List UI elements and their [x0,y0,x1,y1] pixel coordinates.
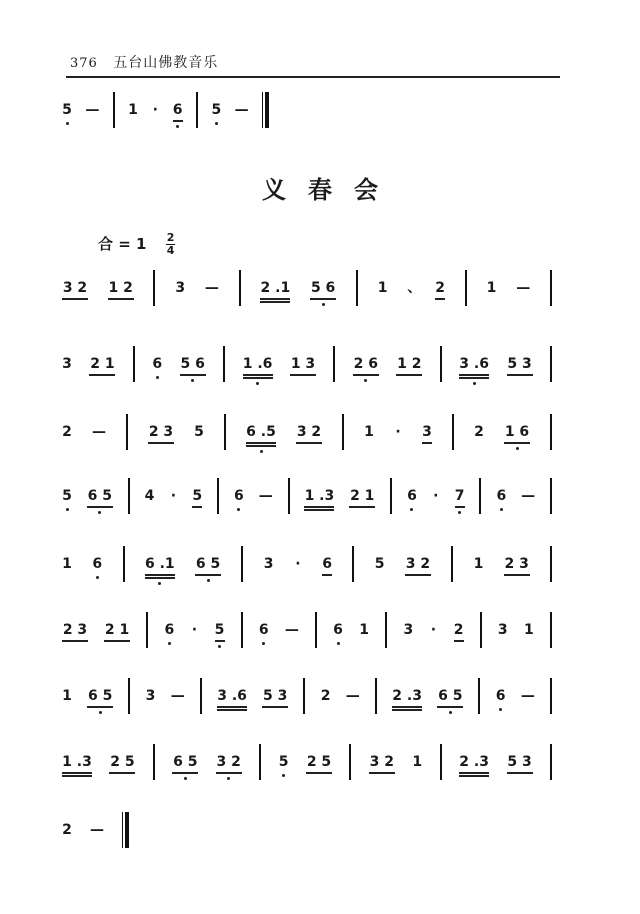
sustain-dash: — [234,102,249,118]
note-group: 6 .5 [246,424,276,440]
duration-underline [260,298,290,300]
duration-underline [246,442,276,444]
duration-underline [192,506,202,508]
note-group: 1 .3 [304,488,335,504]
duration-underline [87,706,113,708]
duration-underline [459,772,489,774]
note-group: · [433,488,439,504]
piece-title: 义春会 [262,175,400,204]
note-group: 5 [374,556,385,572]
staff-line [0,414,640,450]
bar-line [550,612,552,648]
note-group: 5 3 [263,688,288,704]
note-group: 3 [403,622,414,638]
bar-line [239,270,241,306]
note-group: 6 .1 [144,556,175,572]
low-octave-dot [158,582,161,585]
low-octave-dot [256,382,259,385]
continued-staff-line [0,92,640,128]
page-number: 376 [70,56,98,71]
note-group: 3 2 [369,754,395,770]
bar-line [550,478,552,514]
bar-line [224,414,226,450]
note-group: 2 6 [353,356,379,372]
duration-underline [405,574,431,576]
low-octave-dot [322,303,325,306]
note-group: 5 [62,488,72,504]
bar-line [342,414,344,450]
time-signature [166,232,176,257]
note-group: 1 6 [504,424,530,440]
note-group: 5 3 [507,356,532,372]
low-octave-dot [156,376,159,379]
low-octave-dot [96,576,99,579]
low-octave-dot [99,711,102,714]
note-group: 5 [192,488,203,504]
sustain-dash: — [516,280,531,296]
bar-line [550,414,552,450]
duration-underline [353,374,379,376]
staff-line [0,546,640,582]
low-octave-dot [215,122,218,125]
note-group: 3 2 [62,280,88,296]
bar-line [440,744,442,780]
note-group: 6 [164,622,175,638]
note-group: 2 .3 [392,688,422,704]
note-group: 1 [62,556,72,572]
low-octave-dot [449,711,452,714]
note-group: 2 [62,822,72,838]
duration-underline [310,298,336,300]
bar-line [303,678,305,714]
low-octave-dot [500,508,503,511]
header-rule [66,76,560,78]
bar-line [550,678,552,714]
meter-bottom: 4 [166,244,175,257]
note-group: 3 [62,356,72,372]
sustain-dash: — [92,424,106,440]
duration-underline [459,775,489,777]
note-group: 6 5 [195,556,221,572]
note-group: 3 2 [216,754,241,770]
bar-line [315,612,317,648]
note-group: · [191,622,198,638]
note-group: 2 [474,424,484,440]
note-group: 1 [486,280,497,296]
bar-line [133,346,135,382]
duration-underline [180,374,206,376]
sustain-dash: — [90,822,104,838]
note-group: · [295,556,301,572]
duration-underline [87,506,113,508]
note-group: 1 [412,754,423,770]
bar-line [390,478,392,514]
staff-line [0,612,640,648]
duration-underline [145,574,175,576]
bar-line [550,546,552,582]
note-group: 2 3 [504,556,529,572]
duration-underline [262,706,288,708]
duration-underline [260,301,290,303]
bar-line [128,678,130,714]
bar-line [128,478,130,514]
note-group: 1 [62,688,72,704]
bar-line [478,678,480,714]
note-group: 3 [497,622,508,638]
bar-line [352,546,354,582]
duration-underline [349,506,375,508]
bar-line [217,478,219,514]
note-group: 1 [128,102,138,118]
duration-underline [455,506,465,508]
bar-line [356,270,358,306]
bar-line [153,270,155,306]
duration-underline [304,506,334,508]
note-group: 6 [92,556,103,572]
duration-underline [62,772,92,774]
sustain-dash: — [284,622,299,638]
duration-underline [62,640,88,642]
note-group: 1 .3 [62,754,92,770]
note-group: 6 [234,488,244,504]
duration-underline [173,120,183,122]
bar-line [241,612,243,648]
note-group: 6 [496,488,507,504]
bar-line [480,612,482,648]
note-group: 1 [359,622,370,638]
duration-underline [104,640,130,642]
low-octave-dot [207,579,210,582]
note-group: 6 [407,488,417,504]
note-group: 5 [62,102,72,118]
note-group: 3 2 [405,556,431,572]
note-group: 1 3 [290,356,316,372]
duration-underline [145,577,175,579]
bar-line [241,546,243,582]
duration-underline [243,377,273,379]
duration-underline [296,442,322,444]
duration-underline [392,709,422,711]
duration-underline [89,374,115,376]
note-group: 3 [145,688,156,704]
duration-underline [435,298,445,300]
note-group: 5 6 [180,356,205,372]
duration-underline [507,374,533,376]
low-octave-dot [218,645,221,648]
note-group: 6 5 [173,754,198,770]
note-group: 3 [175,280,186,296]
note-group: 2 [453,622,464,638]
bar-line [479,478,481,514]
duration-underline [62,298,88,300]
duration-underline [392,706,422,708]
sustain-dash: — [258,488,273,504]
staff-line [0,270,640,306]
bar-line [223,346,225,382]
duration-underline [304,509,334,511]
low-octave-dot [168,642,171,645]
bar-line [440,346,442,382]
note-group: 5 [211,102,222,118]
note-group: · [152,102,158,118]
note-group: 2 .1 [260,280,291,296]
duration-underline [108,298,134,300]
note-group: 6 [258,622,269,638]
duration-underline [62,775,92,777]
duration-underline [215,640,225,642]
note-group: 2 [320,688,331,704]
staff-line [0,744,640,780]
meter-top: 2 [166,231,175,244]
note-group: 2 [435,280,445,296]
note-group: 2 1 [350,488,375,504]
duration-underline [396,374,422,376]
note-group: 1 2 [397,356,422,372]
sustain-dash: — [85,102,100,118]
note-group: 5 [194,424,204,440]
key-label: 合 = 1 [98,235,147,253]
staff-line [0,812,640,848]
note-group: 3 2 [296,424,322,440]
duration-underline [504,442,530,444]
duration-underline [172,772,198,774]
bar-line [146,612,148,648]
note-group: 2 3 [62,622,88,638]
final-barline-thin [262,92,263,128]
note-group: 2 [62,424,72,440]
note-group: 1 [473,556,484,572]
note-group: 6 5 [87,688,113,704]
note-group: · [170,488,177,504]
note-group: 2 5 [110,754,135,770]
duration-underline [195,574,221,576]
duration-underline [290,374,316,376]
bar-line [126,414,128,450]
bar-line [333,346,335,382]
low-octave-dot [516,447,519,450]
note-group: 2 1 [104,622,130,638]
staff-line [0,478,640,514]
duration-underline [504,574,530,576]
bar-line [196,92,198,128]
note-group: 3 .6 [217,688,247,704]
duration-underline [246,445,276,447]
duration-underline [422,442,432,444]
note-group: 2 5 [306,754,332,770]
note-group: 3 [263,556,274,572]
note-group: 6 [152,356,163,372]
sustain-dash: — [520,688,535,704]
duration-underline [369,772,395,774]
note-group: 3 .6 [459,356,489,372]
note-group: 1 2 [108,280,133,296]
duration-underline [306,772,332,774]
bar-line [452,414,454,450]
note-group: 5 6 [310,280,336,296]
sustain-dash: — [204,280,219,296]
final-barline-thick [125,812,129,848]
bar-line [288,478,290,514]
note-group: 6 5 [438,688,463,704]
low-octave-dot [260,450,263,453]
note-group: 5 [214,622,225,638]
bar-line [200,678,202,714]
note-group: 6 [322,556,332,572]
duration-underline [109,772,135,774]
duration-underline [437,706,463,708]
sustain-dash: — [521,488,536,504]
note-group: 4 [144,488,155,504]
duration-underline [216,772,242,774]
sustain-dash: — [170,688,185,704]
final-barline-thin [122,812,123,848]
bar-line [349,744,351,780]
duration-underline [459,374,489,376]
note-group: 2 .3 [459,754,489,770]
duration-underline [217,709,247,711]
bar-line [550,270,552,306]
note-group: 5 3 [507,754,532,770]
page-header [70,52,218,72]
bar-line [385,612,387,648]
staff-line [0,346,640,382]
note-group: 1 [377,280,388,296]
note-group: 2 3 [148,424,174,440]
low-octave-dot [184,777,187,780]
low-octave-dot [66,122,69,125]
note-group: 6 5 [87,488,112,504]
bar-line [550,744,552,780]
key-signature [98,232,175,257]
note-group: 1 .6 [242,356,273,372]
note-group: 、 [407,280,422,296]
staff-line [0,678,640,714]
bar-line [375,678,377,714]
note-group: 5 [278,754,289,770]
duration-underline [243,374,273,376]
bar-line [113,92,115,128]
note-group: 7 [454,488,465,504]
bar-line [451,546,453,582]
low-octave-dot [473,382,476,385]
duration-underline [507,772,533,774]
note-group: 1 [524,622,534,638]
note-group: 6 [172,102,183,118]
note-group: 6 [495,688,506,704]
duration-underline [322,574,332,576]
note-group: · [430,622,437,638]
duration-underline [217,706,247,708]
book-title: 五台山佛教音乐 [113,55,219,71]
duration-underline [454,640,464,642]
duration-underline [459,377,489,379]
note-group: 2 1 [90,356,115,372]
low-octave-dot [337,642,340,645]
low-octave-dot [66,508,69,511]
sustain-dash: — [345,688,360,704]
duration-underline [148,442,174,444]
note-group: 1 [364,424,374,440]
bar-line [259,744,261,780]
bar-line [123,546,125,582]
note-group: 3 [422,424,432,440]
bar-line [465,270,467,306]
note-group: 6 [333,622,343,638]
bar-line [153,744,155,780]
note-group: · [395,424,401,440]
bar-line [550,346,552,382]
final-barline-thick [265,92,269,128]
